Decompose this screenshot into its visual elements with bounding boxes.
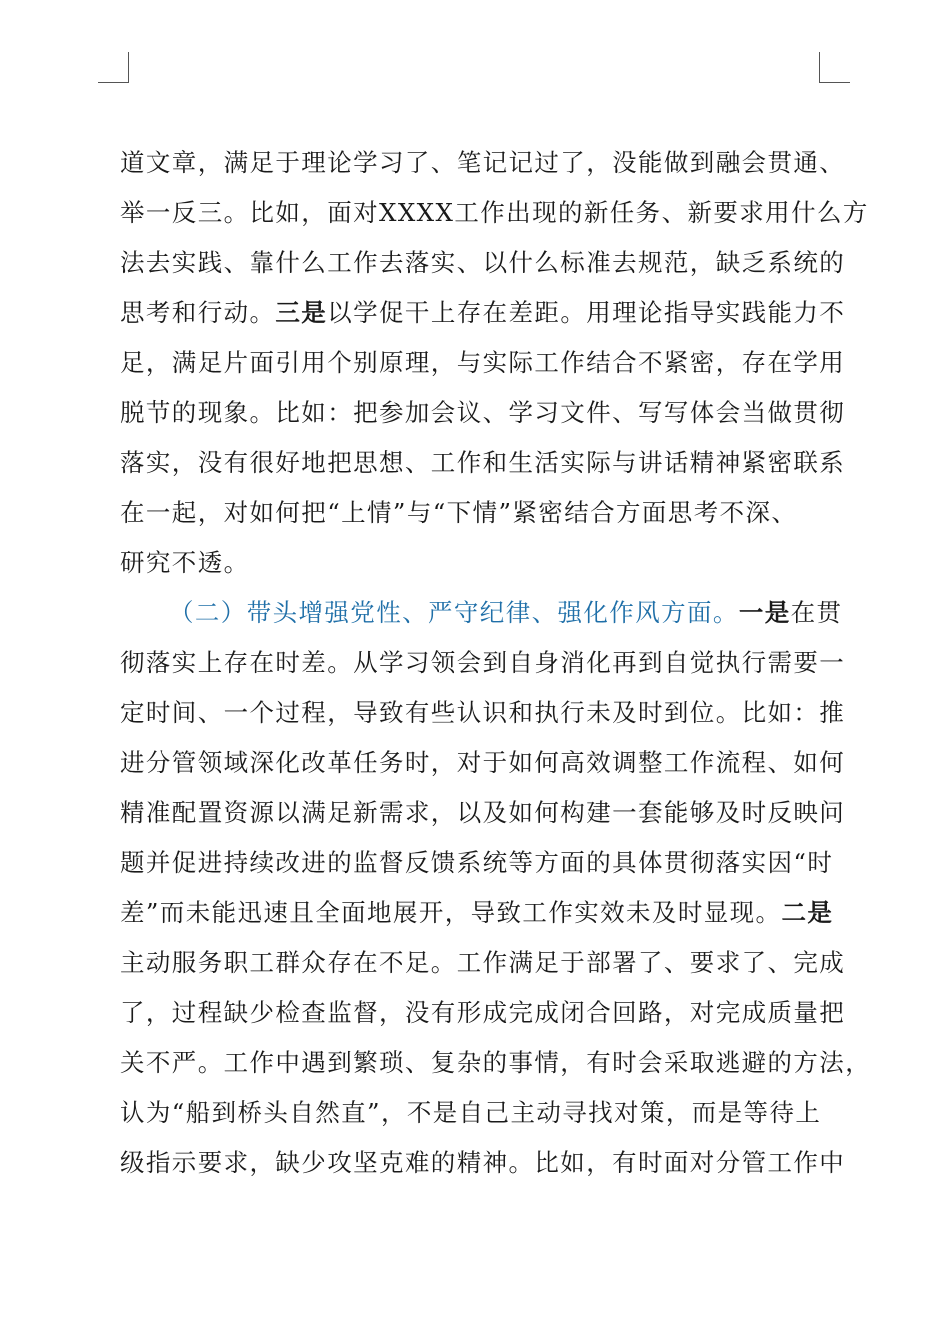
text-line: 举一反三。比如，面对XXXX工作出现的新任务、新要求用什么方: [120, 198, 869, 227]
text-line: 彻落实上存在时差。从学习领会到自身消化再到自觉执行需要一: [120, 648, 846, 677]
crop-mark-top-left: [98, 52, 129, 83]
text-line: 思考和行动。三是以学促干上存在差距。用理论指导实践能力不: [120, 298, 846, 327]
text-line: 级指示要求，缺少攻坚克难的精神。比如，有时面对分管工作中: [120, 1148, 846, 1177]
text-line: 题并促进持续改进的监督反馈系统等方面的具体贯彻落实因“时: [120, 848, 834, 877]
crop-mark-top-right: [819, 52, 850, 83]
text-line: 在一起，对如何把“上情”与“下情”紧密结合方面思考不深、: [120, 498, 798, 527]
text-line: 脱节的现象。比如：把参加会议、学习文件、写写体会当做贯彻: [120, 398, 846, 427]
text-line: 道文章，满足于理论学习了、笔记记过了，没能做到融会贯通、: [120, 148, 846, 177]
text-line: 关不严。工作中遇到繁琐、复杂的事情，有时会采取逃避的方法，: [120, 1048, 872, 1077]
text-line: 精准配置资源以满足新需求，以及如何构建一套能够及时反映问: [120, 798, 846, 827]
text-line: 进分管领域深化改革任务时，对于如何高效调整工作流程、如何: [120, 748, 846, 777]
text-line: 了，过程缺少检查监督，没有形成完成闭合回路，对完成质量把: [120, 998, 846, 1027]
text-line: 落实，没有很好地把思想、工作和生活实际与讲话精神紧密联系: [120, 448, 846, 477]
section-heading: （二）带头增强党性、严守纪律、强化作风方面。: [169, 598, 739, 627]
text-line: 研究不透。: [120, 548, 250, 577]
text-line: 认为“船到桥头自然直”，不是自己主动寻找对策，而是等待上: [120, 1098, 822, 1127]
text-line: 主动服务职工群众存在不足。工作满足于部署了、要求了、完成: [120, 948, 846, 977]
section-heading-line: （二）带头增强党性、严守纪律、强化作风方面。一是在贯: [169, 598, 843, 627]
text-line: 差”而未能迅速且全面地展开，导致工作实效未及时显现。二是: [120, 898, 834, 927]
text-line: 法去实践、靠什么工作去落实、以什么标准去规范，缺乏系统的: [120, 248, 846, 277]
text-line: 足，满足片面引用个别原理，与实际工作结合不紧密，存在学用: [120, 348, 846, 377]
text-line: 定时间、一个过程，导致有些认识和执行未及时到位。比如：推: [120, 698, 846, 727]
